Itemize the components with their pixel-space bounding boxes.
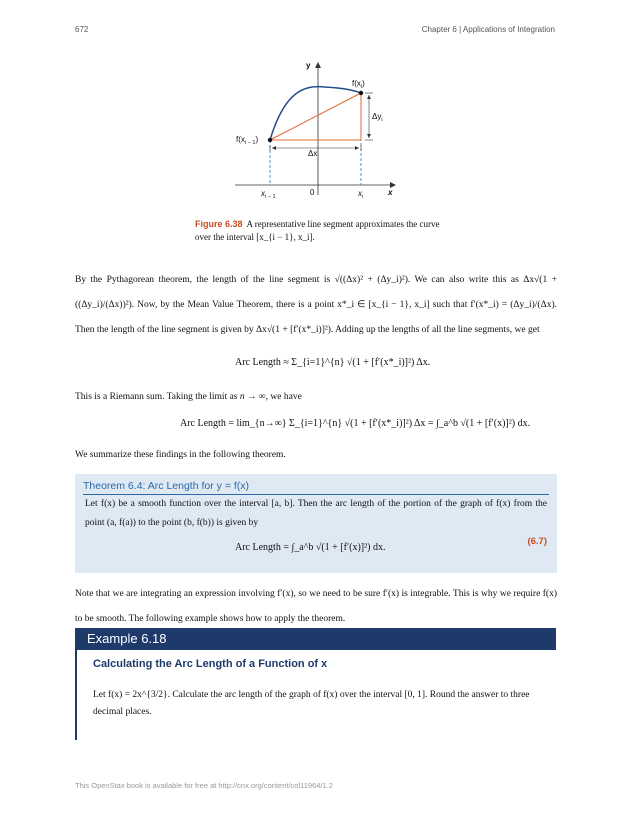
example-text: Let f(x) = 2x^{3/2}. Calculate the arc length of the graph of f(x) over the interval [0, 1]. Round the answer to three decimal places. xyxy=(93,690,530,717)
example-side-bar xyxy=(75,650,77,740)
theorem-title: Theorem 6.4: Arc Length for y = f(x) xyxy=(83,480,250,492)
theorem-equation: Arc Length = ∫_a^b √(1 + [f′(x)]²) dx. xyxy=(235,542,386,553)
curve xyxy=(270,87,361,140)
paragraph-pythagorean: By the Pythagorean theorem, the length of the line segment is √((Δx)² + (Δy_i)²). We can also write this as Δx√(1 + ((Δy_i)/(Δx))²). Now, by the Mean Value Theorem, there is a point x*_i ∈ [x_{i − 1}, x_i] such that f′(x*_i) = (Δy_i)/(Δx). Then the length of the line segment is given by Δx√(1 + [f′(x*_i)]²). Adding up the lengths of all the line segments, we get xyxy=(75,275,557,335)
riemann-text-a: This is a Riemann sum. Taking the limit as xyxy=(75,392,238,402)
running-head: Chapter 6 | Applications of Integration xyxy=(421,25,555,34)
figure-label: Figure 6.38 xyxy=(195,219,243,229)
tick-left-label: $x_{i - 1}$ xyxy=(261,189,276,200)
figure-caption-interval: [x_{i − 1}, x_i]. xyxy=(256,232,315,242)
equation-arc-length-limit: Arc Length = lim_{n→∞} Σ_{i=1}^{n} √(1 + [f′(x*_i)]²) Δx = ∫_a^b √(1 + [f′(x)]²) dx. xyxy=(180,418,531,429)
figure-caption-text: A representative line segment approximates the curve over the interval xyxy=(195,219,440,242)
riemann-limit: n → ∞, xyxy=(239,392,269,402)
example-title: Calculating the Arc Length of a Function of x xyxy=(93,658,328,670)
dx-label: Δx xyxy=(308,149,318,158)
tick-right-label: $x_i$ xyxy=(358,189,364,200)
equation-number: (6.7) xyxy=(527,536,547,547)
y-axis-arrow xyxy=(315,62,321,68)
example-header: Example 6.18 xyxy=(75,628,556,650)
point-right xyxy=(359,91,363,95)
equation-arc-length-sum: Arc Length ≈ Σ_{i=1}^{n} √(1 + [f′(x*_i)]²) Δx. xyxy=(235,357,431,368)
label-fxi-1: $f(x_{i - 1})$ xyxy=(236,135,259,146)
origin-label: 0 xyxy=(310,188,315,197)
theorem-box xyxy=(75,474,557,573)
footer-note: This OpenStax book is available for free at http://cnx.org/content/col11964/1.2 xyxy=(75,781,333,790)
theorem-text: Let f(x) be a smooth function over the interval [a, b]. Then the arc length of the portion of the graph of f(x) from the point (a, f(a)) to the point (b, f(b)) is given by xyxy=(85,499,547,528)
dy-label: $\Delta y_i$ xyxy=(372,112,383,123)
riemann-text-c: we have xyxy=(270,392,302,402)
figure-graph xyxy=(230,55,400,205)
paragraph-integrability: Note that we are integrating an expression involving f′(x), so we need to be sure f′(x) is integrable. This is why we require f(x) to be smooth. The following example shows how to apply the theorem. xyxy=(75,589,557,624)
page-number: 672 xyxy=(75,25,89,34)
figure-caption xyxy=(195,218,440,244)
paragraph-riemann xyxy=(75,385,557,410)
point-left xyxy=(268,138,272,142)
secant-segment xyxy=(270,93,361,140)
label-fxi: $f(x_i)$ xyxy=(352,79,365,90)
y-axis-label: y xyxy=(306,61,311,70)
paragraph-summary: We summarize these findings in the following theorem. xyxy=(75,450,286,460)
x-axis-label: x xyxy=(388,188,393,197)
